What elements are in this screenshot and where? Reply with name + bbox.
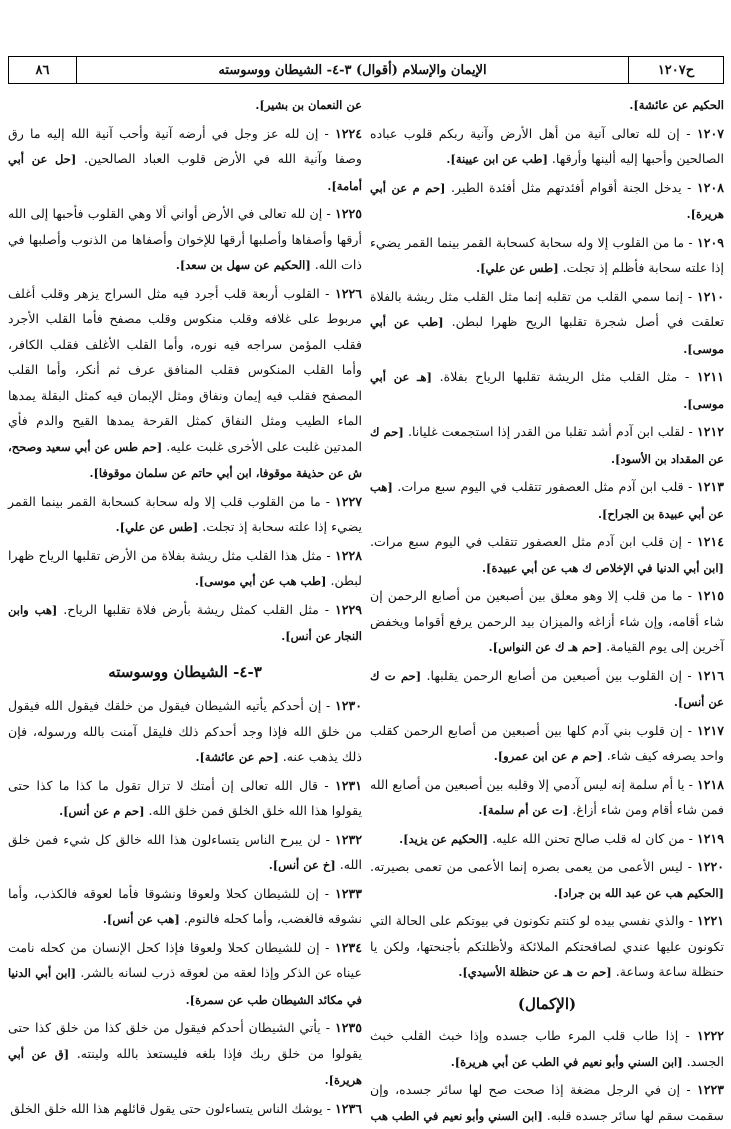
hadith-text: - إذا طاب قلب المرء طاب جسده وإذا خبث القلب خبث الجسد. <box>370 1028 724 1069</box>
hadith-source: [حل عن أبي أمامة]. <box>8 152 362 193</box>
hadith-text: - إنما سمي القلب من تقلبه إنما مثل القلب مثل ريشة بالفلاة تعلقت في أصل شجرة تقلبها الريح ظهرا لبطن. <box>370 288 724 329</box>
hadith-entry <box>8 121 362 200</box>
hadith-source: [ابن أبي الدنيا في الإخلاص ك هب عن أبي عبيدة]. <box>482 560 724 575</box>
hadith-number: ١٢٢٩ <box>334 601 362 617</box>
hadith-text: - مثل القلب مثل الريشة تقلبها الرياح بفلاة. <box>431 369 697 384</box>
hadith-text: - ما من قلب إلا وهو معلق بين أصبعين من أصابع الرحمن إن شاء أقامه، وإن شاء أزاغه والميزان بيد الرحمن يرفع أقواما ويخفض آخرين إلى يوم القيامة. <box>370 588 724 654</box>
hadith-number: ١٢٠٨ <box>696 179 725 195</box>
hadith-list <box>370 1023 724 1129</box>
hadith-number: ١٢٢٥ <box>334 206 362 221</box>
hadith-entry <box>370 663 724 716</box>
hadith-entry <box>370 529 724 581</box>
hadith-source: [طب هب عن أبي موسى]. <box>194 574 327 588</box>
hadith-number: ١٢١٦ <box>696 667 725 683</box>
hadith-source: [حم ت هـ عن حنظلة الأسيدي]. <box>458 965 612 979</box>
hadith-number: ١٢١٢ <box>696 424 725 439</box>
hadith-entry <box>370 718 724 770</box>
hadith-source: [الحكيم عن يزيد]. <box>399 831 489 846</box>
hadith-text: - إن في الرجل مضغة إذا صحت صح لها سائر جسده، وإن سقمت سقم لها سائر جسده قلبه. <box>370 1082 724 1123</box>
hadith-source: [ابن أبي الدنيا في مكائد الشيطان طب عن سمرة]. <box>8 966 362 1007</box>
hadith-text: - قلب ابن آدم مثل العصفور تتقلب في اليوم سبع مرات. <box>392 479 697 494</box>
hadith-entry <box>8 693 362 771</box>
hadith-text: - لن يبرح الناس يتساءلون هذا الله خالق كل شيء فمن خلق الله. <box>8 831 362 872</box>
hadith-entry <box>8 201 362 279</box>
hadith-entry <box>8 773 362 825</box>
hadith-source: [حم هـ ك عن النواس]. <box>488 640 603 654</box>
hadith-source: [هـ عن أبي موسى]. <box>370 370 724 411</box>
hadith-entry <box>370 1077 724 1129</box>
section-heading: ٣-٤- الشيطان ووسوسته <box>108 662 262 681</box>
hadith-entry <box>370 121 724 173</box>
hadith-text: - إن القلوب بين أصبعين من أصابع الرحمن يقلبها. <box>421 667 697 683</box>
hadith-source: [طس عن علي]. <box>476 261 559 275</box>
hadith-source: [ق عن أبي هريرة]. <box>8 1046 362 1087</box>
hadith-source: [الحكيم عن سهل بن سعد]. <box>175 258 311 272</box>
hadith-text: - إن قلوب بني آدم كلها بين أصبعين من أصابع الرحمن كقلب واحد يصرفه كيف شاء. <box>370 722 724 763</box>
hadith-entry <box>8 489 362 541</box>
hadith-number: ١٢٢٣ <box>696 1082 724 1097</box>
hadith-source: [حم ت ك عن أنس]. <box>370 668 724 709</box>
hadith-list <box>8 121 362 650</box>
hadith-number: ١٢١٠ <box>696 288 724 304</box>
hadith-number: ١٢١٨ <box>696 776 724 792</box>
hadith-number: ١٢٢٨ <box>334 547 362 563</box>
hadith-entry <box>370 284 724 363</box>
hadith-number: ١٢١٥ <box>696 588 724 603</box>
hadith-number: ١٢١١ <box>696 369 724 384</box>
hadith-number: ١٢٣٠ <box>334 698 362 713</box>
hadith-entry <box>8 281 362 487</box>
hadith-number: ١٢٣٦ <box>334 1100 362 1116</box>
hadith-source: [هب عن أبي عبيدة بن الجراح]. <box>370 480 724 521</box>
hadith-number: ١٢٣٣ <box>334 885 362 901</box>
hadith-number: ١٢٣١ <box>334 777 362 793</box>
hadith-source: [هب عن أنس]. <box>102 912 180 926</box>
hadith-number: ١٢٢٦ <box>334 285 362 301</box>
hadith-text: - إن لله تعالى آنية من أهل الأرض وآنية ربكم قلوب عباده الصالحين وأحبها إليه ألينها وأرقها. <box>370 125 724 166</box>
hadith-number: ١٢٠٧ <box>696 125 724 141</box>
hadith-text: - القلوب أربعة قلب أجرد فيه مثل السراج يزهر وقلب أغلف مربوط على غلافه وقلب منكوس وقلب مصفح فأما القلب الأجرد فقلب المؤمن سراجه فيه نوره، وأما القلب الأغلف فقلب الكافر، وأما القلب المنكوس فقلب المنافق عرف ثم أنكر، وأما القلب المصفح فقلب فيه إيمان ونفاق ومثل الإيمان فيه كمثل البقلة يمدها الماء الطيب ومثل النفاق كمثل القرحة يمدها القيح والدم فأي المدتين غلبت على الأخرى غلبت عليه. <box>8 285 362 454</box>
hadith-source: [طس عن علي]. <box>115 520 199 534</box>
hadith-source: [حم م عن أنس]. <box>59 804 145 818</box>
running-header <box>8 56 724 84</box>
header-entry-number: ح١٢٠٧ <box>628 57 724 83</box>
hadith-text: - إن قلب ابن آدم مثل العصفور تتقلب في اليوم سبع مرات. <box>370 534 697 549</box>
hadith-entry <box>8 597 362 650</box>
hadith-source: [هب وابن النجار عن أنس]. <box>8 602 362 643</box>
page-number: ٨٦ <box>8 57 76 83</box>
hadith-source: [حم ك عن المقداد بن الأسود]. <box>370 425 724 466</box>
hadith-source: [ت عن أم سلمة]. <box>478 803 569 817</box>
hadith-number: ١٢٣٥ <box>334 1020 362 1035</box>
hadith-source: [ابن السني وأبو نعيم في الطب هب <box>370 1108 543 1123</box>
hadith-text: - إن لله عز وجل في أرضه آنية وأحب آنية الله إليه ما رق وصفا وآنية الله في الأرض قلوب العباد الصالحين. <box>8 125 362 166</box>
column-lead: عن النعمان بن بشير]. <box>255 98 362 112</box>
hadith-entry <box>8 543 362 595</box>
hadith-entry <box>370 230 724 282</box>
hadith-entry <box>370 772 724 824</box>
hadith-list <box>8 693 362 1122</box>
hadith-entry <box>370 908 724 986</box>
hadith-source: [حم عن عائشة]. <box>195 750 279 764</box>
subsection-heading: (الإكمال) <box>517 994 577 1013</box>
column-lead: الحكيم عن عائشة]. <box>629 98 724 112</box>
hadith-text: - يا أم سلمة إنه ليس آدمي إلا وقلبه بين أصبعين من أصابع الله فمن شاء أقام ومن شاء أزاغ. <box>370 776 724 817</box>
hadith-source: [طب عن أبي موسى]. <box>370 315 724 356</box>
hadith-text: - إن للشيطان كحلا ولعوقا فإذا كحل الإنسان من كحله نامت عيناه عن الذكر وإذا لعقه من لعوقه ذرب لسانه بالشر. <box>8 939 362 980</box>
hadith-number: ١٢١٣ <box>696 479 724 494</box>
hadith-list <box>370 121 724 986</box>
header-title: الإيمان والإسلام (أقوال) ٣-٤- الشيطان ووسوسته <box>76 57 628 83</box>
hadith-number: ١٢٢٧ <box>334 493 362 509</box>
hadith-entry <box>8 881 362 933</box>
hadith-text: - ما من القلوب إلا وله سحابة كسحابة القمر بينما القمر يضيء إذا علته سحابة فأظلم إذ تجلت. <box>370 234 724 275</box>
hadith-number: ١٢٢٠ <box>696 859 724 874</box>
hadith-number: ١٢٢٤ <box>334 125 362 141</box>
hadith-text: - إن للشيطان كحلا ولعوقا ونشوقا فأما لعوقه فالكذب، وأما نشوقه فالغضب، وأما كحله فالنوم. <box>8 885 362 926</box>
hadith-source: [حم م عن أبي هريرة]. <box>370 180 724 221</box>
hadith-entry <box>8 1096 362 1123</box>
hadith-entry <box>370 364 724 417</box>
hadith-source: [خ عن أنس]. <box>268 858 336 872</box>
hadith-entry <box>370 175 724 228</box>
hadith-text: - من كان له قلب صالح تحنن الله عليه. <box>488 830 697 846</box>
hadith-text: - والذي نفسي بيده لو كنتم تكونون في بيوتكم على الحالة التي تكونون عليها عندي لصافحتكم الملائكة ولأظلتكم بأجنحتها، ولكن يا حنظلة ساعة وساعة. <box>370 913 724 979</box>
right-column <box>370 92 725 1123</box>
hadith-text: - يدخل الجنة أقوام أفئدتهم مثل أفئدة الطير. <box>445 179 697 195</box>
hadith-entry <box>370 854 724 906</box>
hadith-text: - إن أحدكم يأتيه الشيطان فيقول من خلقك فيقول الله فيقول من خلق الله فإذا وجد أحدكم ذلك فليقل آمنت بالله ورسوله، فإن ذلك يذهب عنه. <box>8 698 362 764</box>
hadith-entry <box>370 1023 724 1075</box>
hadith-entry <box>370 826 724 853</box>
hadith-text: - مثل هذا القلب مثل ريشة بفلاة من الأرض تقلبها الرياح ظهرا لبطن. <box>8 547 362 588</box>
hadith-entry <box>8 935 362 1014</box>
hadith-number: ١٢٢١ <box>696 913 724 928</box>
hadith-text: - لقلب ابن آدم أشد تقلبا من القدر إذا استجمعت غليانا. <box>403 424 697 439</box>
hadith-entry <box>370 419 724 472</box>
hadith-source: [حم طس عن أبي سعيد وصحح، ش عن حذيفة موقوفا، ابن أبي حاتم عن سلمان موقوفا]. <box>8 439 362 480</box>
hadith-number: ١٢٢٢ <box>696 1028 724 1043</box>
hadith-number: ١٢١٧ <box>696 722 724 738</box>
hadith-entry <box>8 1015 362 1094</box>
hadith-source: [الحكيم هب عن عبد الله بن جراد]. <box>553 885 724 900</box>
hadith-source: [حم م عن ابن عمرو]. <box>493 749 603 763</box>
hadith-number: ١٢٣٢ <box>334 831 362 847</box>
hadith-text: - يأتي الشيطان أحدكم فيقول من خلق كذا من خلق كذا حتى يقولوا من خلق ربك فإذا بلغه فليستعذ بالله ولينته. <box>8 1020 362 1061</box>
hadith-entry <box>370 474 724 527</box>
hadith-number: ١٢٣٤ <box>334 939 362 955</box>
hadith-text: - ما من القلوب قلب إلا وله سحابة كسحابة القمر بينما القمر يضيء إذا علته سحابة إذ تجلت. <box>8 493 362 534</box>
left-column <box>8 92 362 1116</box>
hadith-text: - قال الله تعالى إن أمتك لا تزال تقول ما كذا ما كذا حتى يقولوا هذا الله خلق الخلق فمن خلق الله. <box>8 777 362 818</box>
hadith-text: - إن لله تعالى في الأرض أواني ألا وهي القلوب فأحبها إلى الله أرقها وأصفاها وأصلبها أرقها للإخوان وأصفاها من الذنوب وأصلبها في ذات الله. <box>8 206 362 272</box>
hadith-number: ١٢١٩ <box>696 830 724 846</box>
hadith-text: - مثل القلب كمثل ريشة بأرض فلاة تقلبها الرياح. <box>57 601 335 617</box>
hadith-entry <box>8 827 362 879</box>
hadith-number: ١٢١٤ <box>696 534 724 549</box>
hadith-source: [طب عن ابن عيينة]. <box>446 152 548 166</box>
hadith-text: - يوشك الناس يتساءلون حتى يقول قائلهم هذا الله خلق الخلق <box>10 1100 335 1116</box>
hadith-number: ١٢٠٩ <box>696 234 724 250</box>
hadith-text: - ليس الأعمى من يعمى بصره إنما الأعمى من تعمى بصيرته. <box>370 859 697 874</box>
hadith-source: [ابن السني وأبو نعيم في الطب عن أبي هريرة]. <box>450 1054 683 1069</box>
hadith-entry <box>370 583 724 661</box>
